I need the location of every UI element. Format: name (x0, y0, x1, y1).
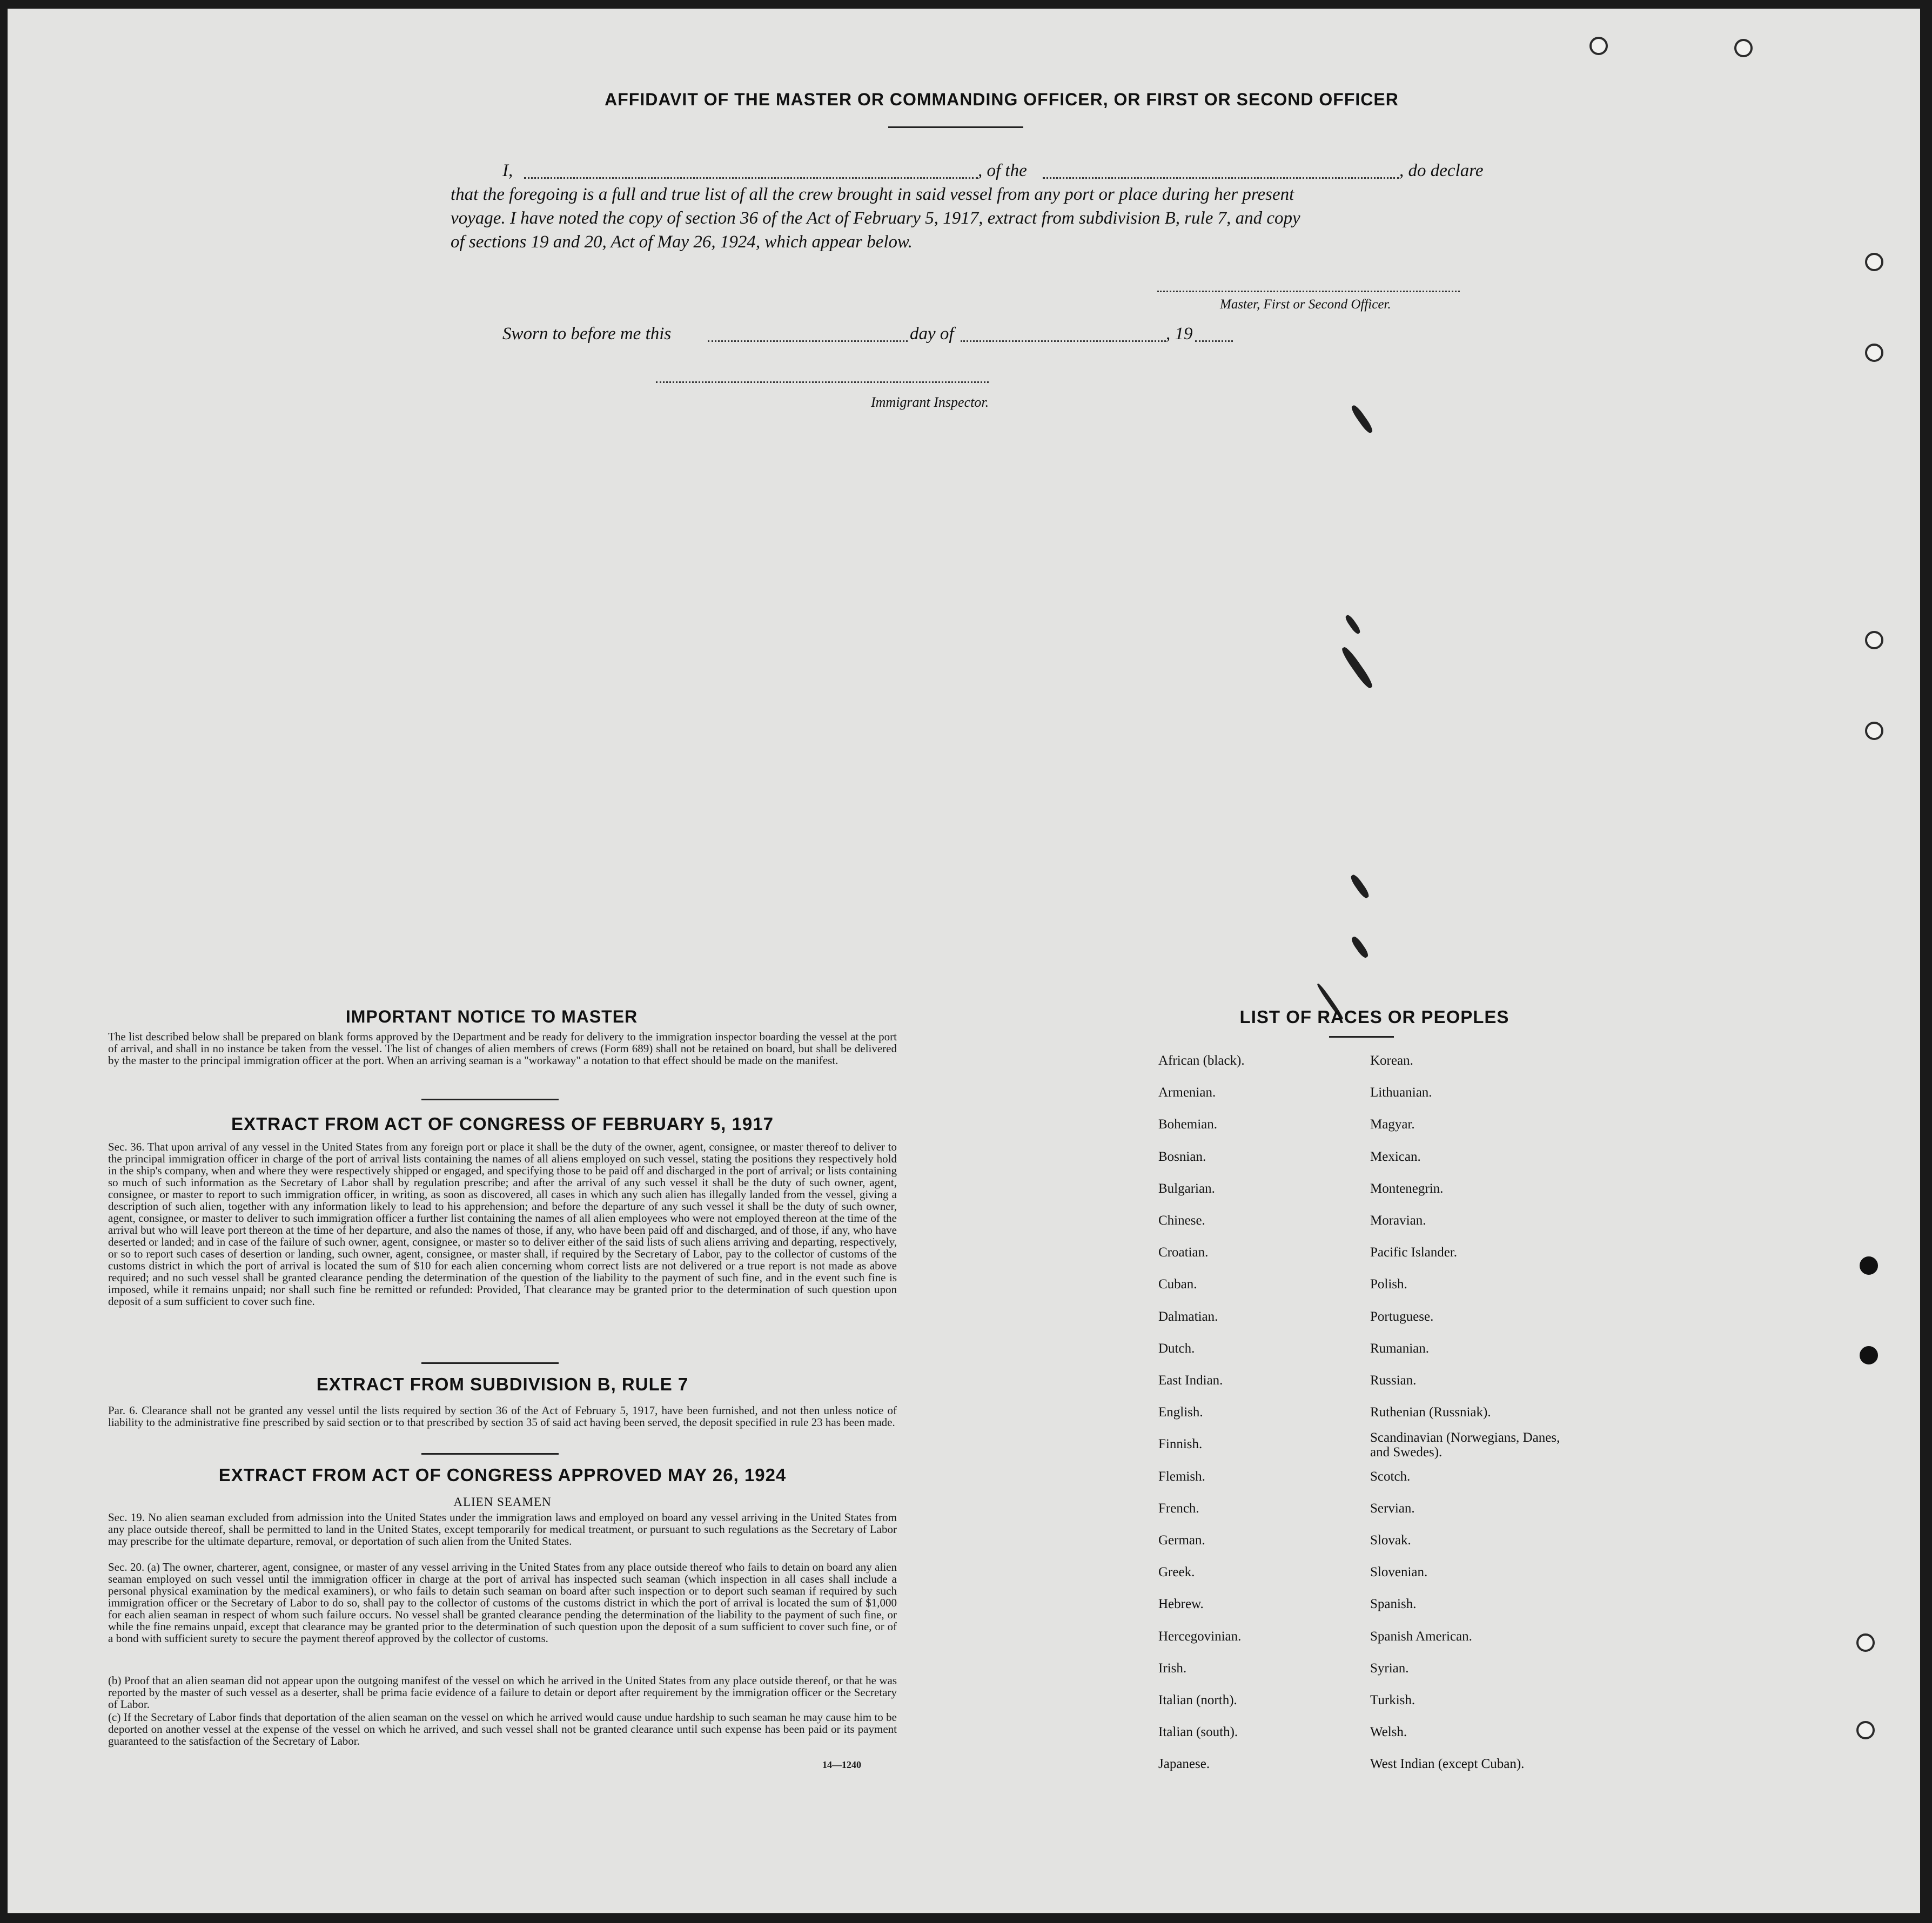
extract-1924-title: EXTRACT FROM ACT OF CONGRESS APPROVED MAY 26, 1924 (218, 1465, 787, 1485)
sworn-day-blank[interactable] (708, 340, 908, 342)
ink-mark (1340, 646, 1375, 690)
master-caption: Master, First or Second Officer. (1220, 297, 1391, 312)
race-item-left: German. (1158, 1533, 1205, 1548)
sworn-year-blank[interactable] (1195, 340, 1233, 342)
race-item-left: Irish. (1158, 1660, 1187, 1676)
race-item-right: Russian. (1370, 1373, 1417, 1388)
race-item-right: West Indian (except Cuban). (1370, 1757, 1525, 1772)
race-item-left: Italian (south). (1158, 1725, 1238, 1740)
race-item-left: Chinese. (1158, 1213, 1205, 1228)
race-item-right: Rumanian. (1370, 1341, 1430, 1356)
extract-1917-title: EXTRACT FROM ACT OF CONGRESS OF FEBRUARY 5, 1917 (231, 1114, 774, 1134)
race-item-right: Magyar. (1370, 1117, 1415, 1132)
race-item-right: Korean. (1370, 1053, 1413, 1068)
race-item-right: Welsh. (1370, 1725, 1407, 1740)
race-item-left: Bulgarian. (1158, 1181, 1215, 1196)
document-page (8, 9, 1920, 1913)
ink-mark (1350, 404, 1374, 434)
race-item-right: Scandinavian (Norwegians, Danes, and Swedes). (1370, 1430, 1560, 1460)
race-item-left: English. (1158, 1405, 1203, 1420)
race-item-right: Mexican. (1370, 1149, 1421, 1164)
race-item-left: Bohemian. (1158, 1117, 1218, 1132)
race-item-right: Syrian. (1370, 1660, 1409, 1676)
race-item-right: Servian. (1370, 1501, 1415, 1516)
ink-mark (1344, 614, 1362, 635)
race-item-left: Cuban. (1158, 1277, 1197, 1292)
race-item-right: Moravian. (1370, 1213, 1426, 1228)
rule7-text: Par. 6. Clearance shall not be granted any vessel until the lists required by section 36 of the Act of February 5, 1917, have been furnished, and not then unless notice of liability to the administrative fine prescribed by said section or to that prescribed by section 35 of said act having been served, the deposit specified in rule 23 has been made. (108, 1404, 897, 1429)
race-item-right: Portuguese. (1370, 1309, 1434, 1324)
race-item-left: Armenian. (1158, 1085, 1216, 1100)
race-item-right: Polish. (1370, 1277, 1407, 1292)
race-item-left: Flemish. (1158, 1469, 1205, 1484)
affidavit-line-1: that the foregoing is a full and true list of all the crew brought in said vessel from any port or place during her present (451, 185, 1294, 204)
day-of-text: day of (910, 324, 954, 344)
affidavit-i: I, (502, 161, 513, 180)
race-item-left: Dutch. (1158, 1341, 1195, 1356)
race-item-left: Dalmatian. (1158, 1309, 1218, 1324)
form-number: 14—1240 (822, 1759, 861, 1770)
ink-mark (1349, 873, 1371, 900)
race-item-left: Japanese. (1158, 1757, 1210, 1772)
race-item-right: Montenegrin. (1370, 1181, 1444, 1196)
extract-1924-subtitle: ALIEN SEAMEN (453, 1495, 552, 1509)
affidavit-title: AFFIDAVIT OF THE MASTER OR COMMANDING OFFICER, OR FIRST OR SECOND OFFICER (605, 90, 1399, 109)
race-item-left: French. (1158, 1501, 1199, 1516)
punch-hole (1865, 722, 1883, 740)
sworn-month-blank[interactable] (961, 340, 1166, 342)
race-item-right: Scotch. (1370, 1469, 1411, 1484)
race-item-right: Spanish. (1370, 1597, 1417, 1612)
master-signature-blank[interactable] (1157, 291, 1460, 292)
race-item-left: African (black). (1158, 1053, 1245, 1068)
extract-1917-text: Sec. 36. That upon arrival of any vessel in the United States from any foreign port or place it shall be the duty of the owner, agent, consignee, or master thereof to deliver to the principal immigration officer in charge of the port of arrival lists containing the names of all aliens employed on such vessel, stating the positions they respectively hold in the ship's company, when and where they were respectively shipped or engaged, and specifying those to be paid off and discharged in the port of arrival; or lists containing so much of such information as the Secretary of Labor shall by regulation prescribe; and after the arrival of any such vessel it shall be the duty of such owner, agent, consignee, or master to report to such immigration officer, in writing, as soon as discovered, all cases in which any such alien has illegally landed from the vessel, giving a description of such alien, together with any information likely to lead to his apprehension; and before the departure of any such vessel it shall be the duty of such owner, agent, consignee, or master to deliver to such immigration officer a further list containing the names of all alien employees who were not employed thereon at the time of the arrival but who will leave port thereon at the time of her departure, and also the names of those, if any, who have been paid off and discharged, and of those, if any, who have deserted or landed; and in case of the failure of such owner, agent, consignee, or master so to deliver either of the said lists of such aliens arriving and departing, respectively, or so to report such cases of desertion or landing, such owner, agent, consignee, or master shall, if required by the Secretary of Labor, pay to the collector of customs of the customs district in which the port of arrival is located the sum of $10 for each alien concerning whom correct lists are not delivered or a true report is not made as above required; and no such vessel shall be granted clearance pending the determination of the question of the liability to the payment of such fine, and in the event such fine is imposed, while it remains unpaid; nor shall such fine be remitted or refunded: Provided, That clearance may be granted prior to the determination of such question upon deposit of a sum sufficient to cover such fine. (108, 1140, 897, 1308)
extract-1924-sec19: Sec. 19. No alien seaman excluded from admission into the United States under the immigration laws and employed on board any vessel arriving in the United States from any place outside thereof, shall be permitted to land in the United States, except temporarily for medical treatment, or pursuant to such regulations as the Secretary of Labor may prescribe for the ultimate departure, removal, or deportation of such alien from the United States. (108, 1511, 897, 1548)
sworn-text: Sworn to before me this (502, 324, 672, 344)
extract-1924-sec20c: (c) If the Secretary of Labor finds that deportation of the alien seaman on the vessel on which he arrived would cause undue hardship to such seaman he may cause him to be deported on another vessel at the expense of the vessel on which he arrived, and such vessel shall not be granted clearance until such expense has been paid or its payment guaranteed to the satisfaction of the Secretary of Labor. (108, 1711, 897, 1747)
race-item-right: Turkish. (1370, 1693, 1416, 1707)
affidavit-line-3: of sections 19 and 20, Act of May 26, 1924, which appear below. (451, 232, 913, 252)
punch-hole (1734, 39, 1753, 57)
race-item-right: Slovenian. (1370, 1565, 1428, 1580)
punch-hole (1589, 37, 1608, 55)
rule7-rule (421, 1453, 559, 1455)
race-item-right: Pacific Islander. (1370, 1245, 1458, 1260)
race-item-right: Spanish American. (1370, 1629, 1472, 1644)
inspector-caption: Immigrant Inspector. (871, 394, 989, 410)
punch-hole (1865, 631, 1883, 649)
punch-hole (1865, 344, 1883, 362)
notice-title: IMPORTANT NOTICE TO MASTER (345, 1007, 638, 1026)
name-blank[interactable] (524, 177, 978, 179)
affidavit-of-the: , of the (978, 161, 1027, 180)
extract-1917-rule (421, 1362, 559, 1364)
race-item-right: Ruthenian (Russniak). (1370, 1405, 1491, 1420)
inspector-signature-blank[interactable] (656, 381, 989, 383)
punch-hole (1865, 253, 1883, 271)
race-item-left: Croatian. (1158, 1245, 1209, 1260)
bleed-through-heading (1585, 90, 1594, 126)
punch-hole (1856, 1721, 1875, 1739)
race-item-left: Hercegovinian. (1158, 1629, 1242, 1644)
ink-mark (1350, 935, 1370, 959)
races-title: LIST OF RACES OR PEOPLES (1239, 1007, 1510, 1027)
notice-text: The list described below shall be prepared on blank forms approved by the Department and be ready for delivery to the immigration inspector boarding the vessel at the port of arrival, and shall in no instance be taken from the vessel. The list of changes of alien members of crews (Form 689) shall not be retained on board, but shall be delivered by the master to the principal immigration officer at the port. When an arriving seaman is a "workaway" a notation to that effect should be made on the manifest. (108, 1030, 897, 1067)
race-item-right: Slovak. (1370, 1533, 1411, 1548)
punch-hole (1860, 1346, 1878, 1364)
race-item-left: East Indian. (1158, 1373, 1223, 1388)
race-item-left: Finnish. (1158, 1437, 1203, 1452)
vessel-blank[interactable] (1043, 177, 1399, 179)
affidavit-do-declare: , do declare (1399, 161, 1484, 180)
race-item-left: Italian (north). (1158, 1693, 1237, 1707)
affidavit-title-rule (888, 126, 1023, 128)
punch-hole (1856, 1633, 1875, 1652)
race-item-left: Hebrew. (1158, 1597, 1204, 1612)
race-item-left: Bosnian. (1158, 1149, 1206, 1164)
notice-rule (421, 1099, 559, 1100)
punch-hole (1860, 1256, 1878, 1275)
extract-1924-sec20a: Sec. 20. (a) The owner, charterer, agent, consignee, or master of any vessel arriving in the United States from any place outside thereof who fails to detain on board any alien seaman employed on such vessel until the immigration officer in charge at the port of arrival has inspected such seaman (which inspection in all cases shall include a personal physical examination by the medical examiners), or who fails to detain such seaman on board after such inspection or to deport such seaman if required by such immigration officer or the Secretary of Labor to do so, shall pay to the collector of customs of the customs district in which the port of arrival is located the sum of $1,000 for each alien seaman in respect of whom such failure occurs. No vessel shall be granted clearance pending the determination of the liability to the payment of such fine, or while the fine remains unpaid, except that clearance may be granted prior to the determination of such question upon the deposit of a sum sufficient to cover such fine, or of a bond with sufficient surety to secure the payment thereof approved by the collector of customs. (108, 1561, 897, 1645)
race-item-left: Greek. (1158, 1565, 1195, 1580)
race-item-right: Lithuanian. (1370, 1085, 1432, 1100)
year-text: , 19 (1166, 324, 1193, 344)
extract-1924-sec20b: (b) Proof that an alien seaman did not appear upon the outgoing manifest of the vessel on which he arrived in the United States from any place outside thereof, or that he was reported by the master of such vessel as a deserter, shall be prima facie evidence of a failure to detain or deport after requirement by the immigration officer or the Secretary of Labor. (108, 1674, 897, 1711)
races-rule (1329, 1036, 1394, 1038)
rule7-title: EXTRACT FROM SUBDIVISION B, RULE 7 (316, 1374, 689, 1394)
affidavit-line-2: voyage. I have noted the copy of section 36 of the Act of February 5, 1917, extract from subdivision B, rule 7, and copy (451, 209, 1300, 228)
